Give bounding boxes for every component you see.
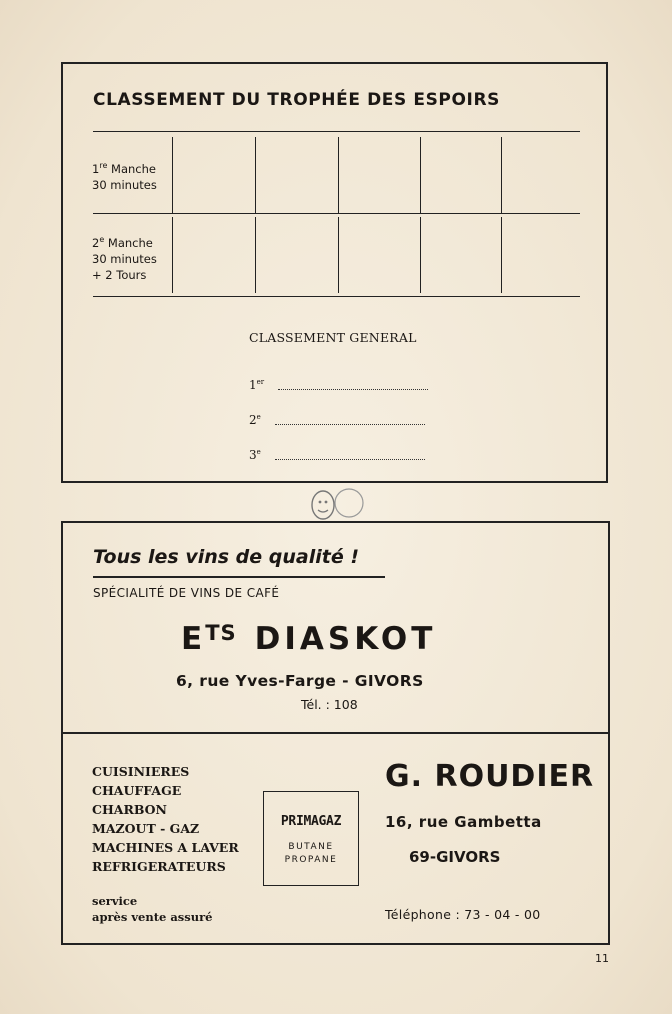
grid-column: [255, 217, 256, 293]
slogan: Tous les vins de qualité !: [93, 546, 360, 568]
product-item: MAZOUT - GAZ: [92, 821, 200, 836]
primagaz-badge: [263, 791, 359, 886]
advertising-box: [61, 521, 610, 945]
grid-column: [172, 137, 173, 213]
lgjp-logo-stamp: [307, 486, 365, 522]
service-note: service après vente assuré: [92, 894, 213, 924]
grid-column: [420, 217, 421, 293]
roudier-phone: Téléphone : 73 - 04 - 00: [385, 907, 541, 922]
page-number: 11: [595, 952, 609, 965]
product-item: CUISINIERES: [92, 764, 190, 779]
roudier-address: 16, rue Gambetta: [385, 813, 542, 831]
general-standings-title: CLASSEMENT GENERAL: [249, 330, 417, 345]
grid-column: [420, 137, 421, 213]
roudier-city: 69-GIVORS: [409, 848, 501, 866]
grid-rule-bottom: [93, 296, 580, 297]
product-item: MACHINES A LAVER: [92, 840, 239, 855]
place-3: 3e: [249, 448, 425, 462]
grid-column: [501, 217, 502, 293]
heat-1-label: 1re Manche 30 minutes: [92, 161, 157, 192]
heat-2-label: 2e Manche 30 minutes + 2 Tours: [92, 235, 157, 282]
ad-separator: [63, 732, 608, 734]
place-1: 1er: [249, 378, 428, 392]
grid-column: [255, 137, 256, 213]
primagaz-brand: PRIMAGAZ: [280, 814, 342, 829]
roudier-company-name: G. ROUDIER: [385, 759, 595, 794]
slogan-underline: [93, 576, 385, 578]
grid-column: [501, 137, 502, 213]
diaskot-phone: Tél. : 108: [301, 697, 358, 712]
product-item: REFRIGERATEURS: [92, 859, 226, 874]
primagaz-gas-types: BUTANE PROPANE: [284, 842, 338, 865]
diaskot-address: 6, rue Yves-Farge - GIVORS: [176, 672, 424, 690]
diaskot-company-name: $E^{TS}$ DIASKOT: [181, 621, 437, 657]
product-item: CHARBON: [92, 802, 167, 817]
grid-rule-middle: [93, 213, 580, 214]
product-item: CHAUFFAGE: [92, 783, 182, 798]
grid-column: [338, 137, 339, 213]
standings-box: [61, 62, 608, 483]
standings-title: CLASSEMENT DU TROPHÉE DES ESPOIRS: [93, 90, 500, 110]
speciality-line: SPÉCIALITÉ DE VINS DE CAFÉ: [93, 586, 280, 600]
grid-rule-top: [93, 131, 580, 132]
place-2: 2e: [249, 413, 425, 427]
product-list: [92, 762, 239, 876]
grid-column: [338, 217, 339, 293]
grid-column: [172, 217, 173, 293]
